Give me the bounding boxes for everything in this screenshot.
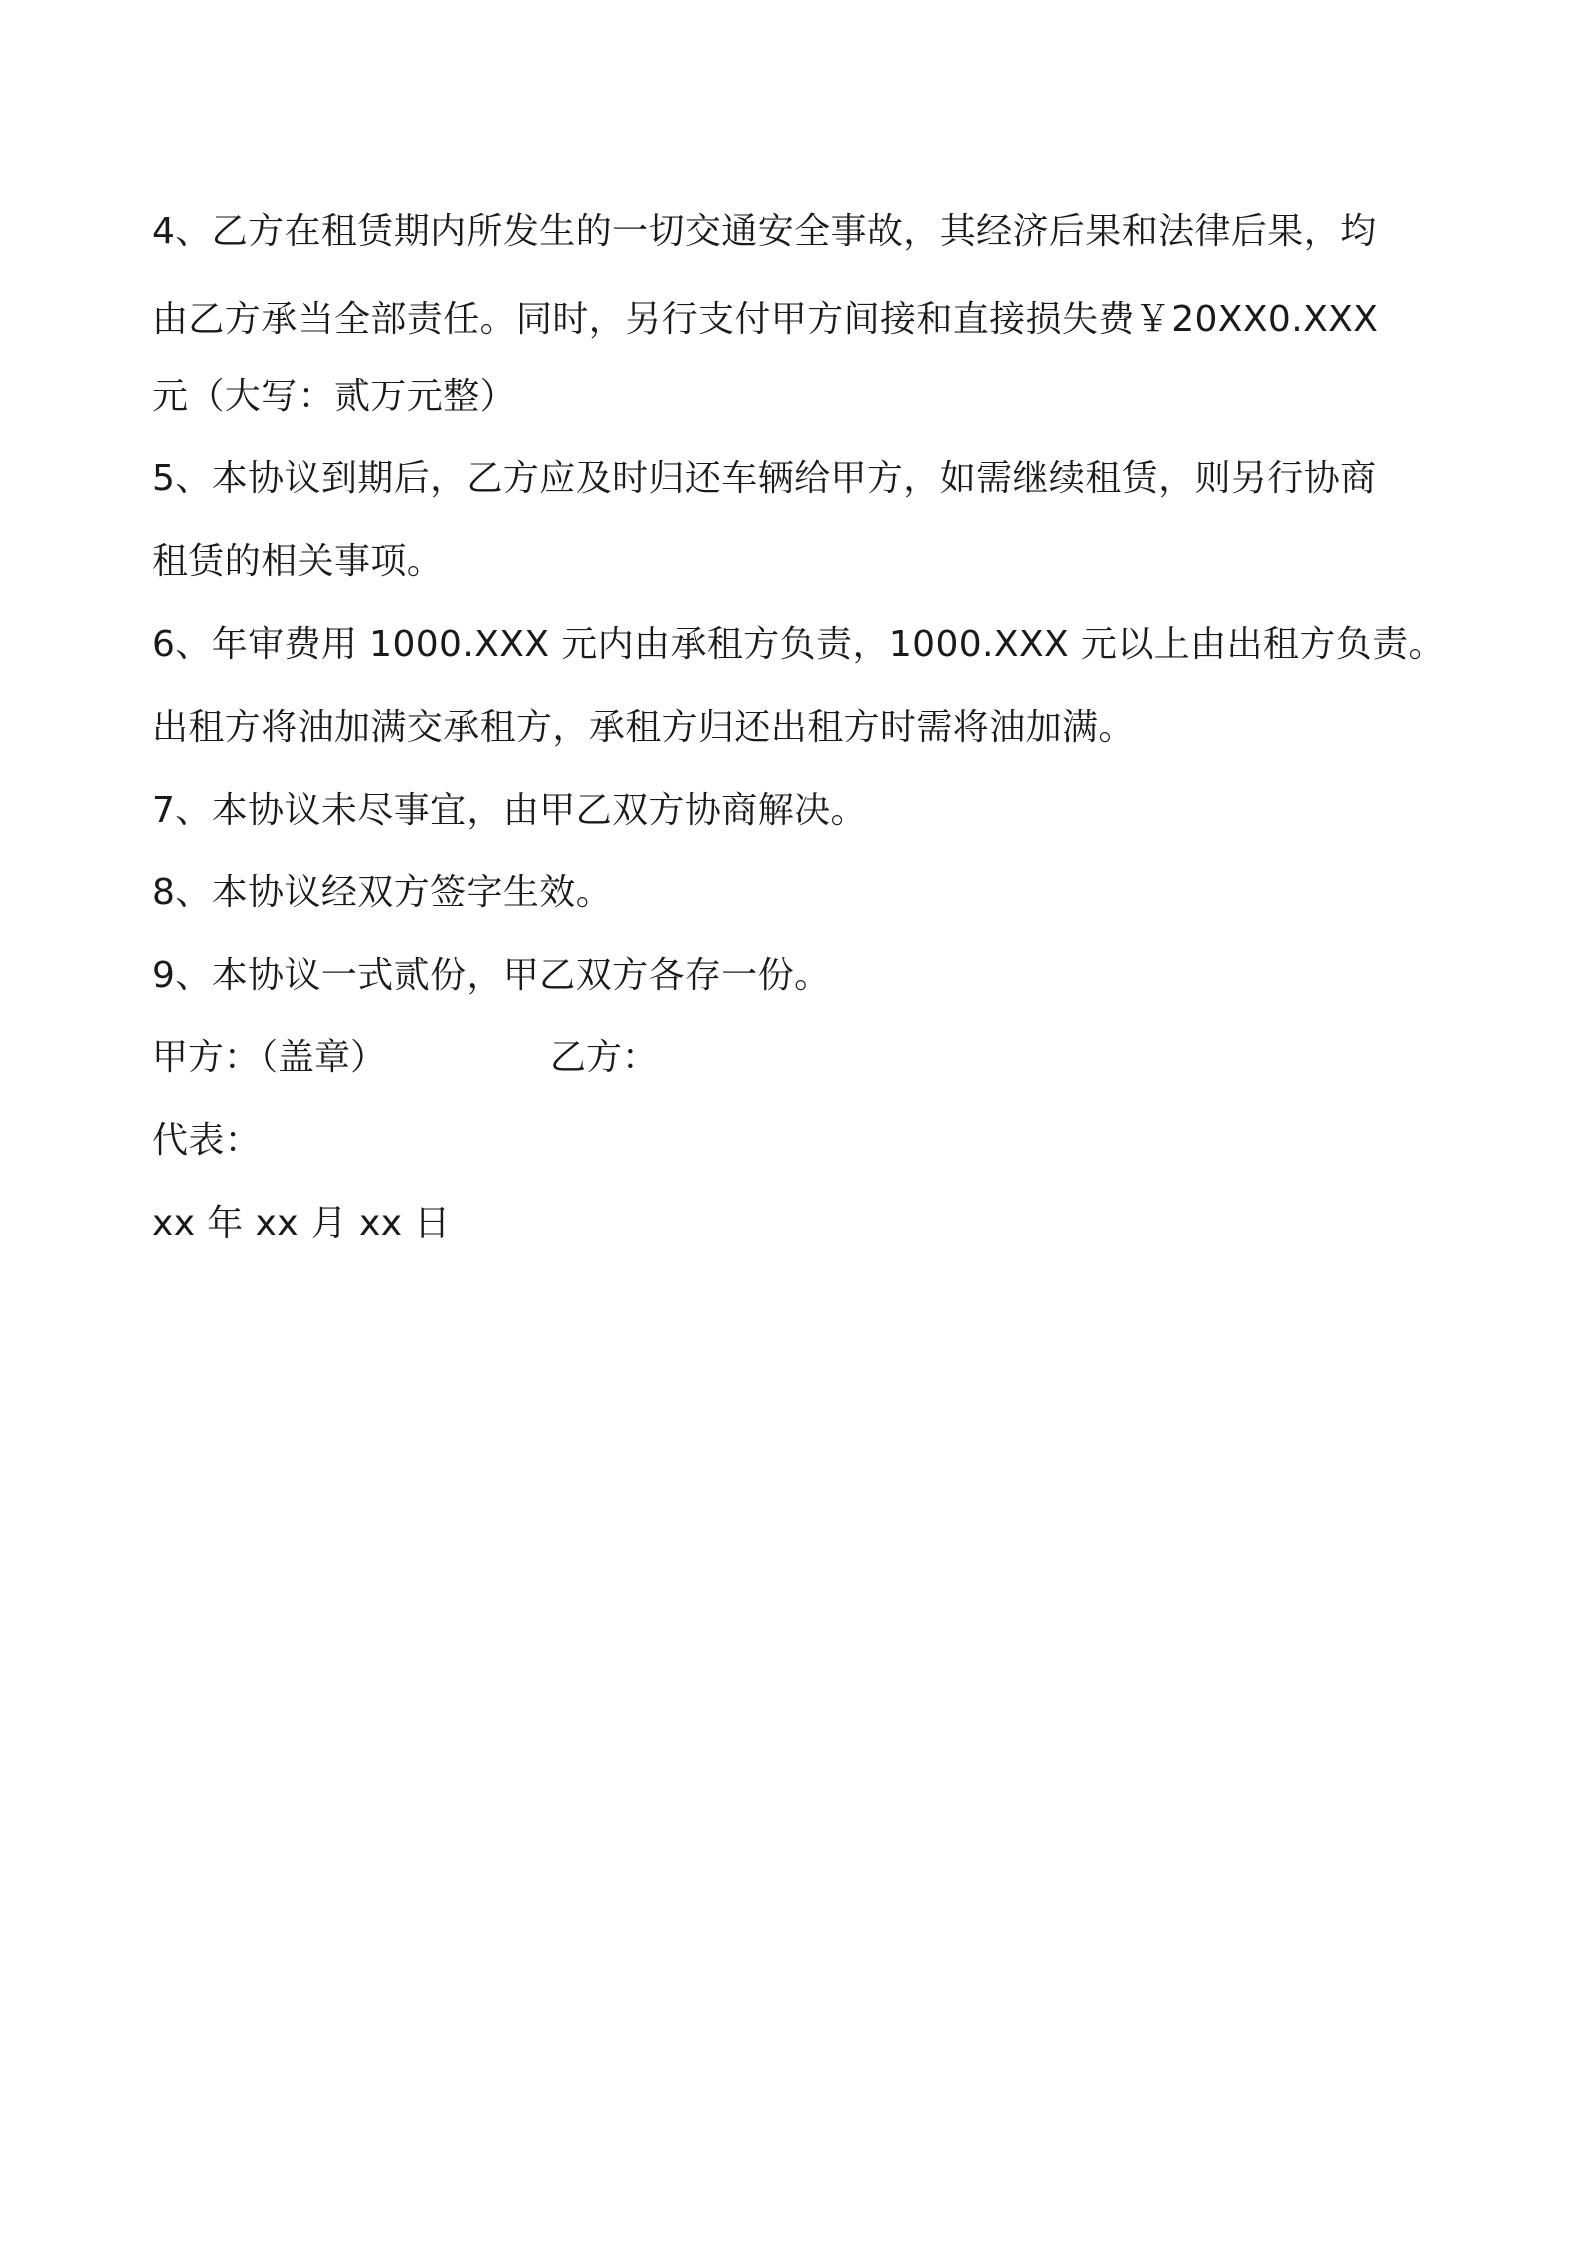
clause-6-line-2: 出租方将油加满交承租方，承租方归还出租方时需将油加满。	[152, 707, 1135, 748]
party-a-label: 甲方：（盖章）	[152, 1037, 387, 1078]
party-b-label: 乙方：	[550, 1037, 659, 1078]
clause-7: 7、本协议未尽事宜，由甲乙双方协商解决。	[152, 790, 867, 831]
clause-8: 8、本协议经双方签字生效。	[152, 872, 613, 913]
clause-4-line-3: 元（大写：贰万元整）	[152, 376, 517, 417]
clause-6-line-1: 6、年审费用 1000.XXX 元内由承租方负责，1000.XXX 元以上由出租方负责。	[152, 624, 1445, 665]
clause-4-line-2: 由乙方承当全部责任。同时，另行支付甲方间接和直接损失费￥20XX0.XXX	[152, 299, 1379, 340]
signature-date: xx 年 xx 月 xx 日	[152, 1203, 451, 1244]
representative-label: 代表：	[152, 1120, 262, 1161]
signature-row	[152, 1036, 659, 1080]
clause-5-line-2: 租赁的相关事项。	[152, 541, 444, 582]
clause-9: 9、本协议一式贰份，甲乙双方各存一份。	[152, 955, 831, 996]
clause-5-line-1: 5、本协议到期后，乙方应及时归还车辆给甲方，如需继续租赁，则另行协商	[152, 458, 1377, 499]
clause-4-line-1: 4、乙方在租赁期内所发生的一切交通安全事故，其经济后果和法律后果，均	[152, 211, 1377, 252]
